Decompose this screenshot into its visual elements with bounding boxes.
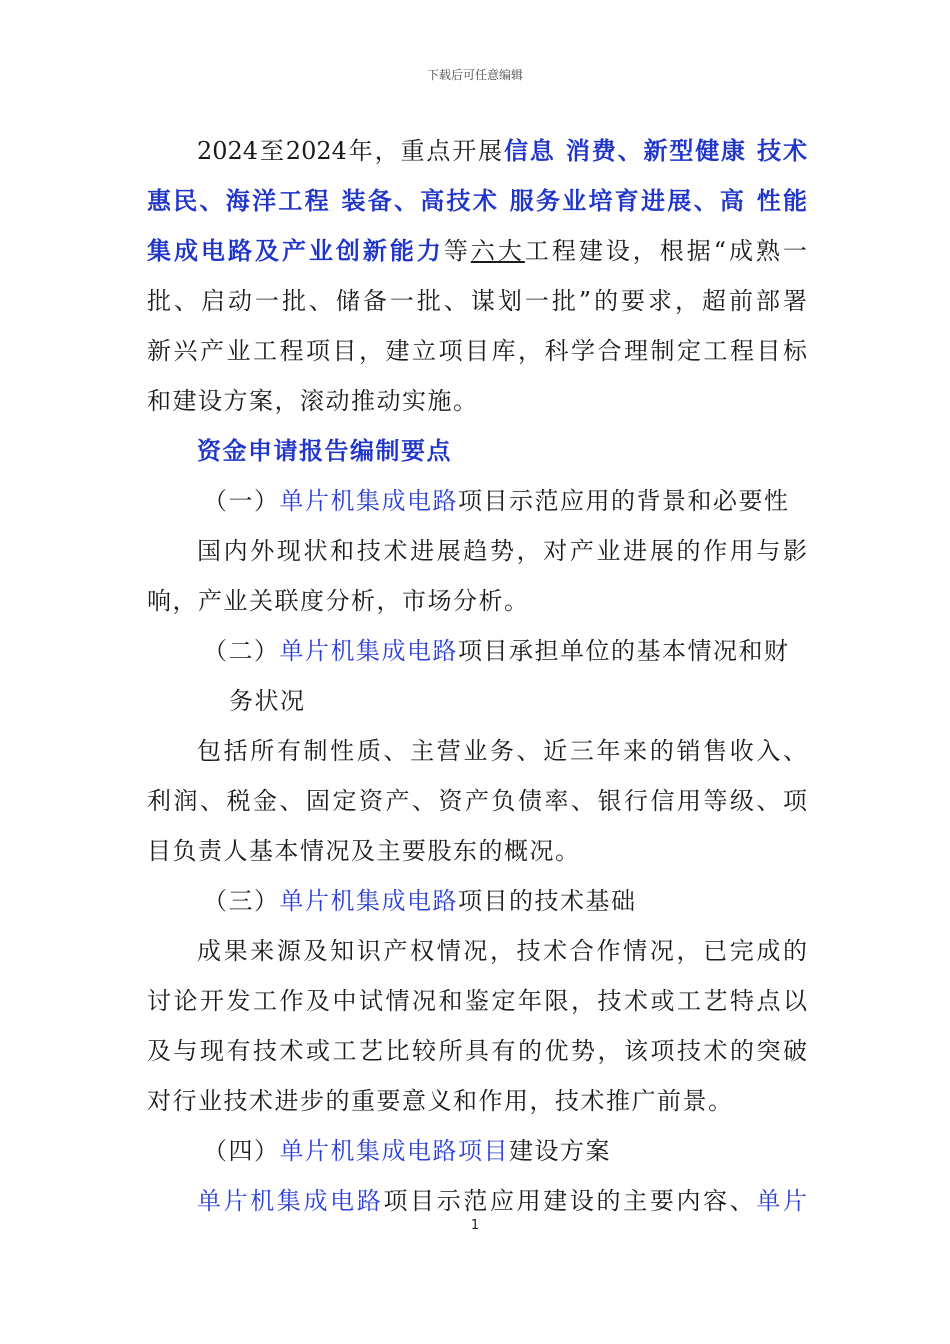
- subsection-title: [147, 626, 807, 676]
- paragraph-line: 利润、税金、固定资产、资产负债率、银行信用等级、项: [147, 787, 807, 815]
- paragraph-line: [147, 126, 807, 176]
- project-name: 单片机集成电路: [279, 487, 458, 515]
- page-header: 下载后可任意编辑: [426, 68, 523, 82]
- text-run: 项目的技术基础: [458, 887, 637, 915]
- text-run: 项目承担单位的基本情况和财: [458, 637, 790, 665]
- text-run: 项目示范应用的背景和必要性: [458, 487, 790, 515]
- highlight-text: 信息 消费、新型健康 技术: [503, 137, 808, 165]
- paragraph-line: 惠民、海洋工程 装备、高技术 服务业培育进展、高 性能: [147, 187, 807, 215]
- paragraph-line: 讨论开发工作及中试情况和鉴定年限，技术或工艺特点以: [147, 987, 807, 1015]
- project-name: 单片: [756, 1187, 808, 1215]
- paragraph-line: 包括所有制性质、主营业务、近三年来的销售收入、: [197, 737, 807, 765]
- paragraph-line: 响，产业关联度分析，市场分析。: [147, 587, 530, 615]
- page-number: 1: [470, 1218, 480, 1233]
- paragraph-line: 和建设方案，滚动推动实施。: [147, 387, 479, 415]
- project-name: 单片机集成电路项目: [279, 1137, 509, 1165]
- project-name: 单片机集成电路: [197, 1187, 384, 1215]
- section-heading: 资金申请报告编制要点: [197, 437, 452, 465]
- paragraph-line: 对行业技术进步的重要意义和作用，技术推广前景。: [147, 1087, 734, 1115]
- paragraph-line: 目负责人基本情况及主要股东的概况。: [147, 837, 581, 865]
- project-name: 单片机集成电路: [279, 637, 458, 665]
- paragraph-line: 国内外现状和技术进展趋势，对产业进展的作用与影: [197, 537, 807, 565]
- paragraph-line: 及与现有技术或工艺比较所具有的优势，该项技术的突破: [147, 1037, 807, 1065]
- underlined-text: 六大: [470, 237, 525, 265]
- text-run: 等: [443, 237, 471, 265]
- text-run: 2024至2024年，重点开展: [197, 137, 504, 165]
- subsection-title: [147, 476, 807, 526]
- project-name: 单片机集成电路: [279, 887, 458, 915]
- section-number: （一）: [203, 487, 280, 515]
- section-number: （二）: [203, 637, 280, 665]
- subsection-title: [147, 876, 807, 926]
- subsection-title: [147, 1126, 807, 1176]
- subsection-title-continued: 务状况: [229, 687, 306, 715]
- section-number: （三）: [203, 887, 280, 915]
- text-run: 项目示范应用建设的主要内容、: [383, 1187, 757, 1215]
- section-number: （四）: [203, 1137, 280, 1165]
- paragraph-line: 成果来源及知识产权情况，技术合作情况，已完成的: [197, 937, 807, 965]
- document-body: [147, 126, 807, 1226]
- paragraph-line: 新兴产业工程项目，建立项目库，科学合理制定工程目标: [147, 337, 807, 365]
- paragraph-line: [147, 226, 807, 276]
- highlight-text: 集成电路及产业创新能力: [147, 237, 444, 265]
- paragraph-line: 批、启动一批、储备一批、谋划一批”的要求，超前部署: [147, 287, 807, 315]
- text-run: 工程建设，根据“成熟一: [524, 237, 808, 265]
- text-run: 建设方案: [509, 1137, 611, 1165]
